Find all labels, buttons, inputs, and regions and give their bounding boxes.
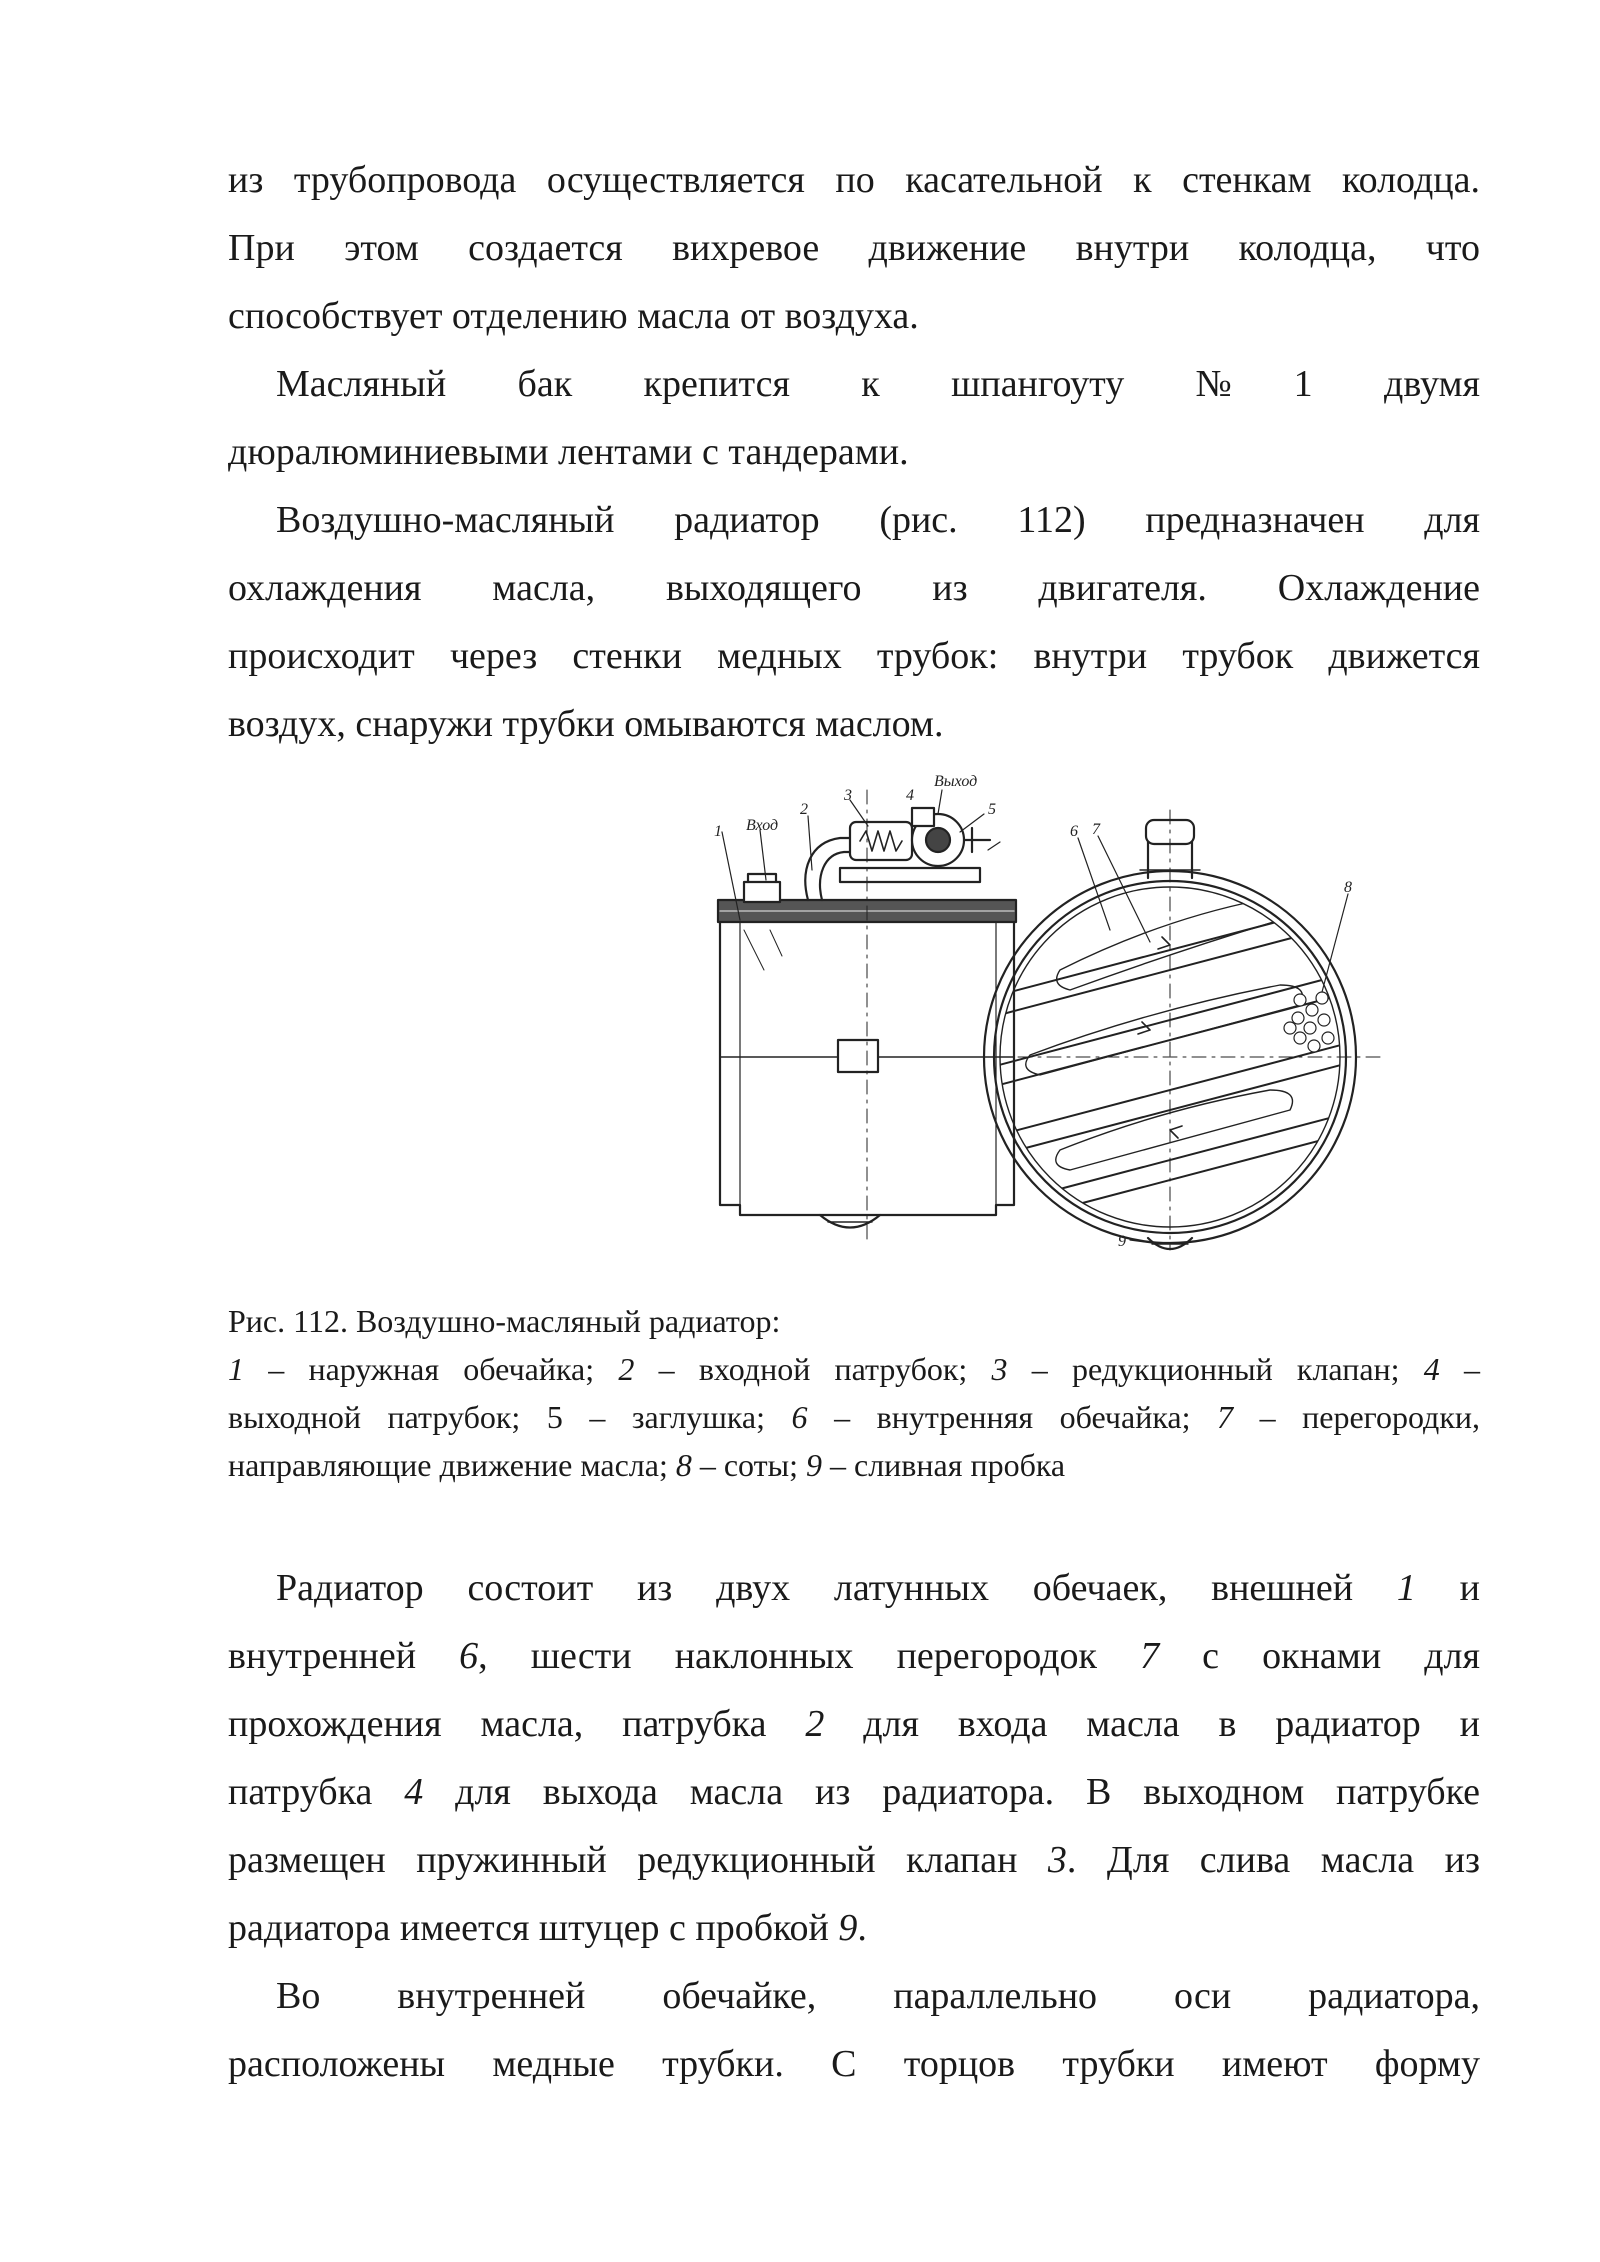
text-line: При этом создается вихревое движение внутри колодца, что xyxy=(228,227,1480,269)
caption-num: 9 xyxy=(806,1447,822,1483)
text-line xyxy=(228,1894,1480,1962)
figure-caption xyxy=(228,1297,1480,1489)
text-line xyxy=(228,1826,1480,1894)
label-vkhod: Вход xyxy=(746,817,779,834)
caption-num: 2 xyxy=(618,1351,635,1387)
text-line: охлаждения масла, выходящего из двигателя. Охлаждение xyxy=(228,567,1480,609)
text-line: Воздушно-масляный радиатор (рис. 112) предназначен для xyxy=(276,499,1480,541)
text-line xyxy=(228,1622,1480,1690)
caption-text: направляющие движение масла; xyxy=(228,1447,676,1483)
caption-line xyxy=(228,1393,1480,1441)
ref-number: 2 xyxy=(805,1703,825,1745)
caption-text: – внутренняя обечайка; xyxy=(807,1399,1218,1435)
ref-number: 7 xyxy=(1140,1635,1160,1677)
paragraph-3 xyxy=(228,486,1480,758)
front-view xyxy=(960,810,1380,1250)
ref-number: 6 xyxy=(459,1635,479,1677)
label-3: 3 xyxy=(844,787,852,804)
caption-text: – редукционный клапан; xyxy=(1007,1351,1424,1387)
caption-num: 1 xyxy=(228,1351,244,1387)
paragraph-5 xyxy=(228,1962,1480,2098)
caption-text: – наружная обечайка; xyxy=(244,1351,619,1387)
text-line: Масляный бак крепится к шпангоуту №1 двумя xyxy=(276,363,1480,405)
caption-num: 4 xyxy=(1423,1351,1440,1387)
caption-text: – сливная пробка xyxy=(822,1447,1066,1483)
text-line xyxy=(228,1690,1480,1758)
radiator-figure xyxy=(700,770,1390,1260)
text-run: и xyxy=(1415,1567,1480,1609)
ref-number: 3 xyxy=(1047,1839,1067,1881)
text-line: расположены медные трубки. С торцов трубки имеют форму xyxy=(228,2043,1480,2085)
label-6: 6 xyxy=(1070,823,1078,840)
text-run: Радиатор состоит из двух латунных обечаек, внешней xyxy=(276,1567,1397,1609)
text-run: патрубка xyxy=(228,1771,405,1813)
caption-line xyxy=(228,1345,1480,1393)
text-run: для входа масла в радиатор и xyxy=(824,1703,1480,1745)
text-run: . Для слива масла из xyxy=(1066,1839,1480,1881)
label-9: 9 xyxy=(1118,1233,1126,1250)
caption-text: выходной патрубок; 5 – заглушка; xyxy=(228,1399,792,1435)
text-run: с окнами для xyxy=(1159,1635,1480,1677)
text-run: размещен пружинный редукционный клапан xyxy=(228,1839,1048,1881)
text-run: прохождения масла, патрубка xyxy=(228,1703,806,1745)
text-line: воздух, снаружи трубки омываются маслом. xyxy=(228,703,944,745)
ref-number: 1 xyxy=(1396,1567,1416,1609)
caption-num: 7 xyxy=(1217,1399,1234,1435)
label-4: 4 xyxy=(906,787,914,804)
caption-text: – xyxy=(1439,1351,1481,1387)
text-line: происходит через стенки медных трубок: внутри трубок движется xyxy=(228,635,1480,677)
paragraph-1 xyxy=(228,146,1480,350)
label-5: 5 xyxy=(988,801,996,818)
caption-num: 6 xyxy=(791,1399,808,1435)
text-line: способствует отделению масла от воздуха. xyxy=(228,295,919,337)
text-run: , шести наклонных перегородок xyxy=(478,1635,1141,1677)
caption-text: – перегородки, xyxy=(1233,1399,1481,1435)
ref-number: 9 xyxy=(838,1907,858,1949)
label-2: 2 xyxy=(800,801,808,818)
text-line: из трубопровода осуществляется по касательной к стенкам колодца. xyxy=(228,159,1480,201)
text-run: для выхода масла из радиатора. В выходном патрубке xyxy=(423,1771,1480,1813)
caption-text: – соты; xyxy=(691,1447,806,1483)
label-7: 7 xyxy=(1092,821,1100,838)
text-line: дюралюминиевыми лентами с тандерами. xyxy=(228,431,909,473)
ref-number: 4 xyxy=(404,1771,424,1813)
caption-num: 8 xyxy=(675,1447,692,1483)
paragraph-2 xyxy=(228,350,1480,486)
label-vykhod: Выход xyxy=(934,773,978,790)
text-line: Во внутренней обечайке, параллельно оси радиатора, xyxy=(276,1975,1480,2017)
radiator-drawing xyxy=(700,770,1390,1260)
caption-num: 3 xyxy=(991,1351,1008,1387)
caption-text: – входной патрубок; xyxy=(634,1351,992,1387)
caption-title: Рис. 112. Воздушно-масляный радиатор: xyxy=(228,1303,781,1339)
label-8: 8 xyxy=(1344,879,1352,896)
text-line xyxy=(228,1758,1480,1826)
text-run: радиатора имеется штуцер с пробкой xyxy=(228,1907,839,1949)
caption-line xyxy=(228,1441,1480,1489)
text-run: внутренней xyxy=(228,1635,460,1677)
text-line xyxy=(228,1554,1480,1622)
label-1: 1 xyxy=(714,823,722,840)
paragraph-4 xyxy=(228,1554,1480,1962)
text-run: . xyxy=(857,1907,867,1949)
